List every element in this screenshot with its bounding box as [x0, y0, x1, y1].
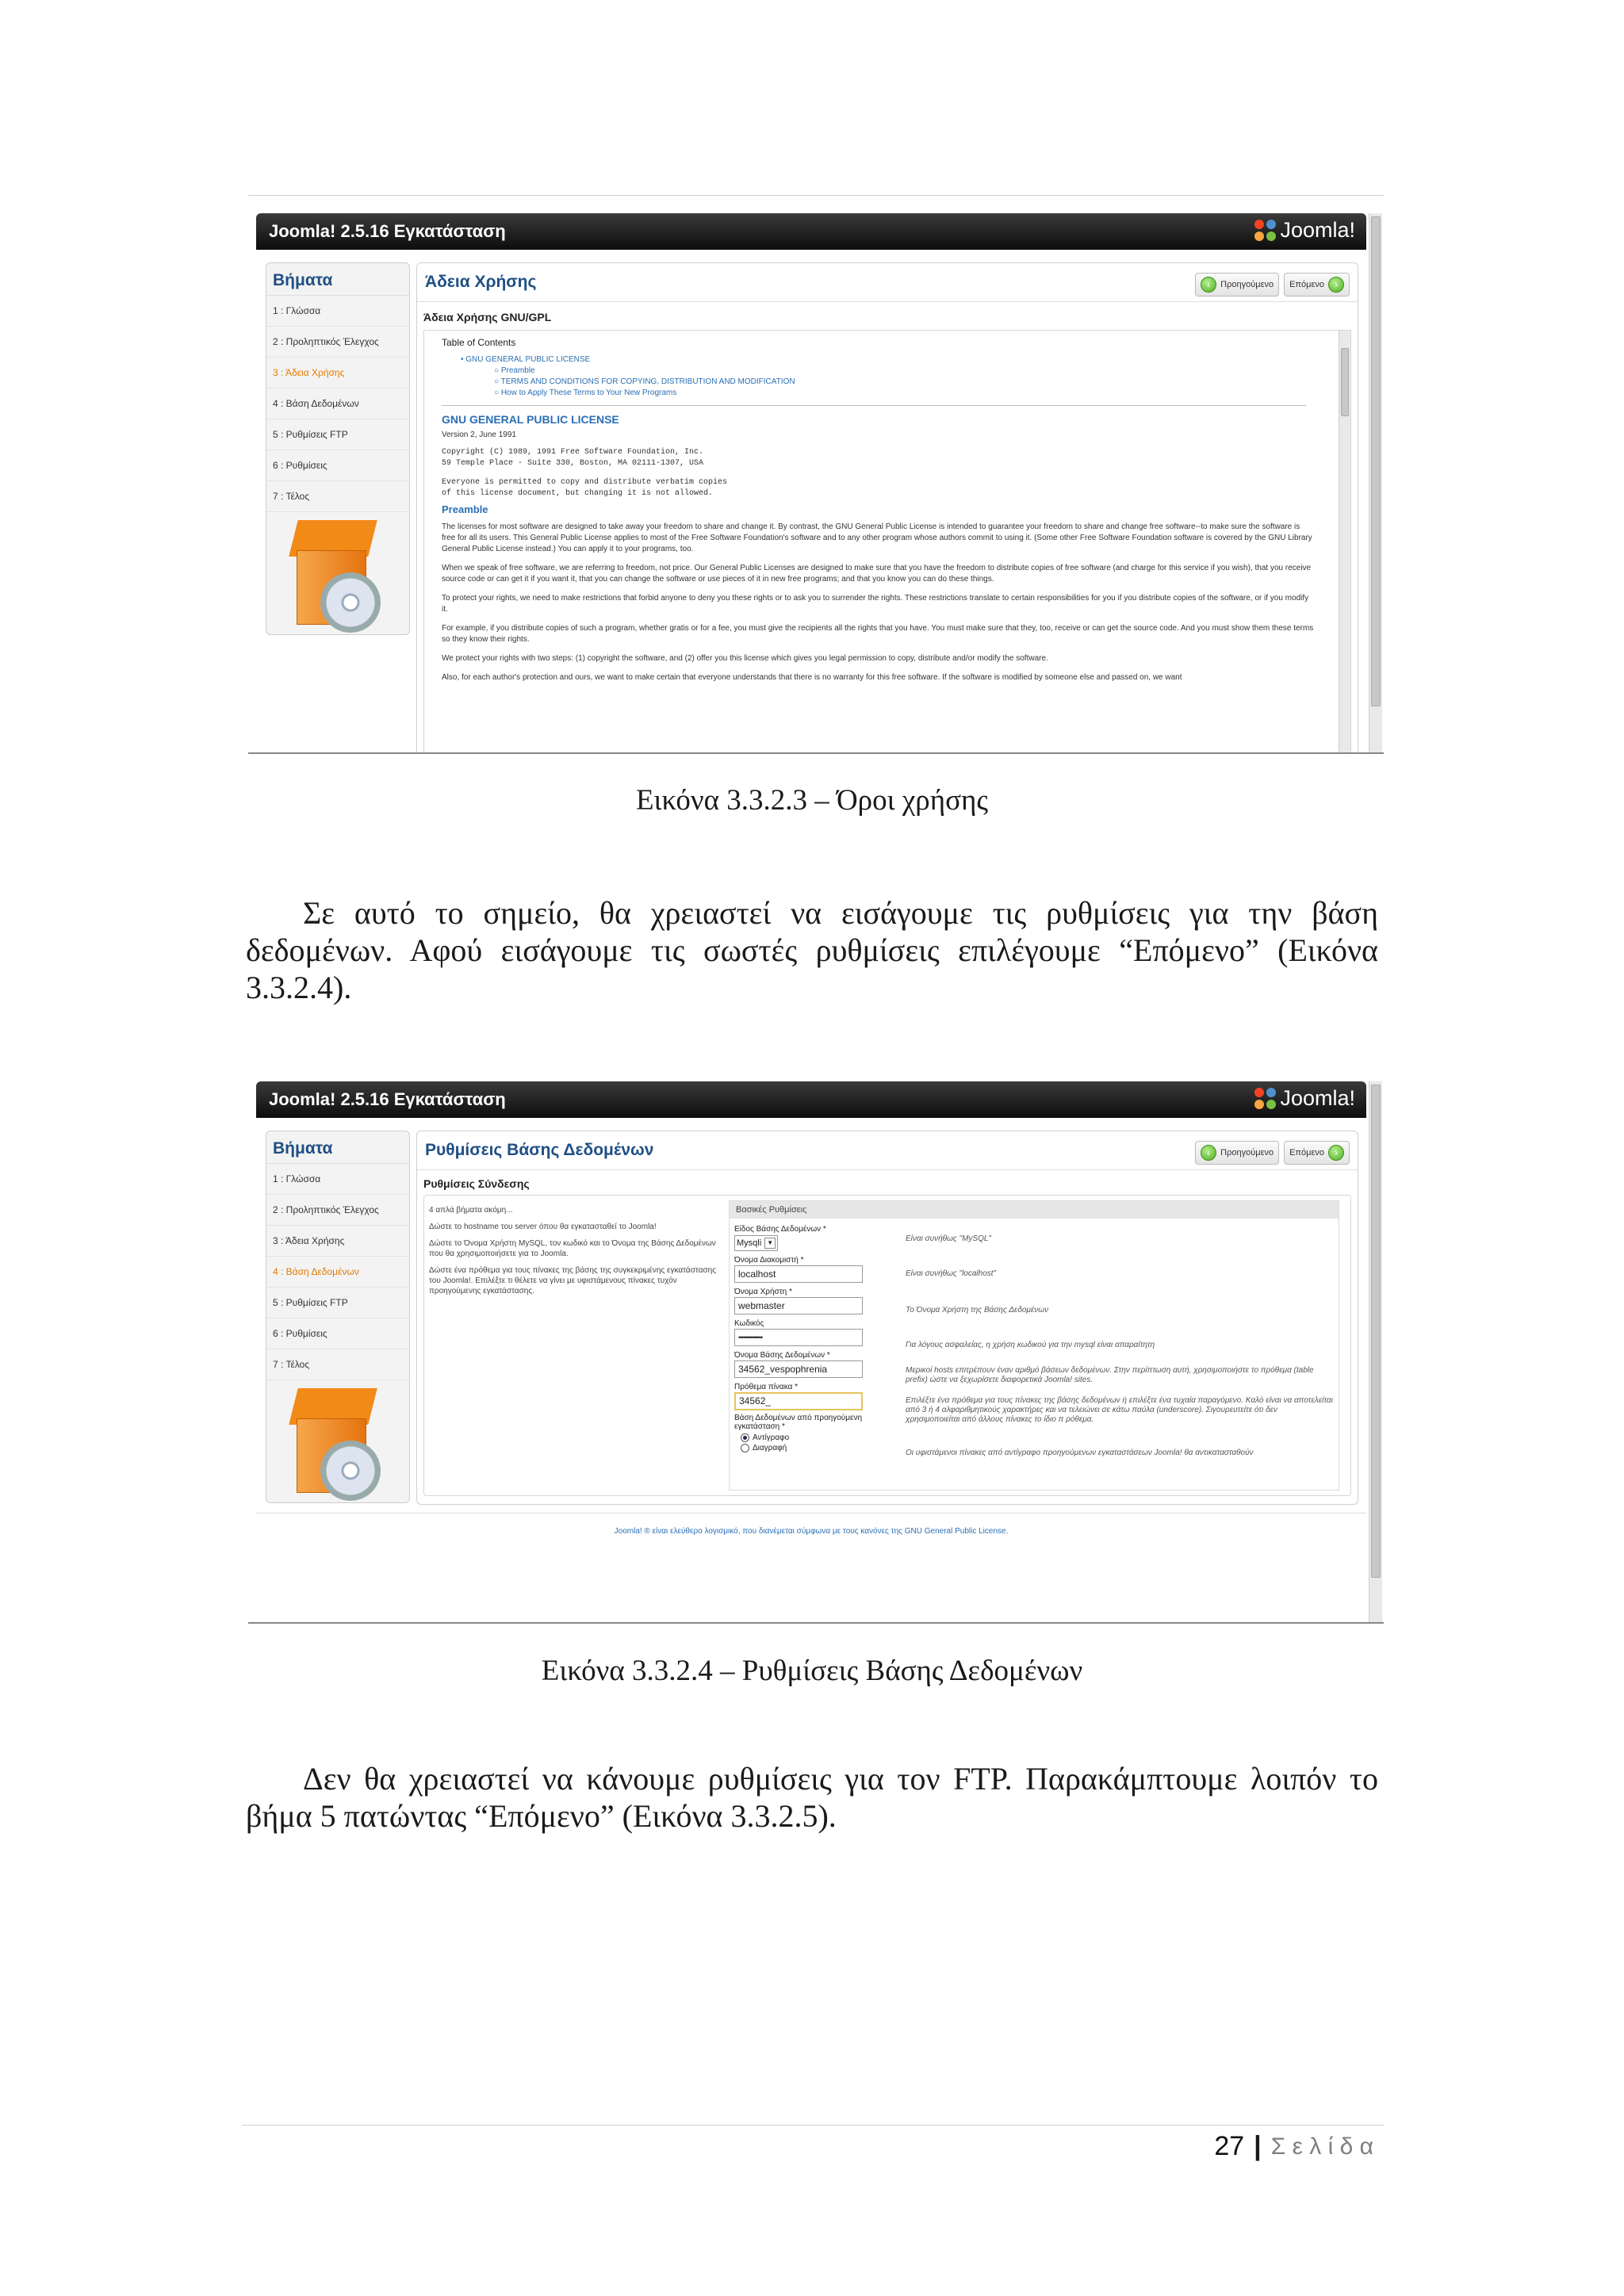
paragraph-2: Δεν θα χρειαστεί να κάνουμε ρυθμίσεις για τον FTP. Παρακάμπτουμε λοιπόν το βήμα 5 πατώντας “Επόμενο” (Εικόνα 3.3.2.5). — [246, 1761, 1378, 1834]
password-input[interactable]: •••••••••••••• — [734, 1329, 863, 1346]
step-1: 1 : Γλώσσα — [266, 1164, 409, 1195]
radio-backup[interactable]: Αντίγραφο — [734, 1433, 909, 1442]
dbname-hint: Μερικοί hosts επιτρέπουν έναν αριθμό βάσεων δεδομένων. Στην περίπτωση αυτή, χρησιμοποιήστε το πρόθεμα (table prefix) ώστε να ξεχωρίσετε διαφορετικά Joomla! sites. — [906, 1366, 1314, 1384]
page-separator: | — [1254, 2131, 1262, 2161]
page-scrollbar[interactable] — [1369, 1081, 1382, 1624]
chevron-down-icon: ▼ — [764, 1238, 776, 1249]
host-label: Όνομα Διακομιστή * — [734, 1256, 804, 1265]
prefix-label: Πρόθεμα πίνακα * — [734, 1383, 799, 1391]
panel-title: Άδεια Χρήσης — [425, 273, 537, 291]
figure-database-screenshot — [248, 1070, 1384, 1624]
basic-settings-box — [729, 1200, 1339, 1490]
step-6: 6 : Ρυθμίσεις — [266, 450, 409, 481]
database-panel — [416, 1131, 1358, 1505]
step-2: 2 : Προληπτικός Έλεγχος — [266, 327, 409, 358]
help-line-3: Δώστε το Όνομα Χρήστη MySQL, τον κωδικό και το Όνομα της Βάσης Δεδομένων που θα χρησιμοποιήσετε για το Joomla. — [429, 1239, 716, 1258]
installer-header — [256, 213, 1366, 250]
prefix-input[interactable]: 34562_ — [734, 1392, 863, 1410]
license-text-area[interactable] — [423, 330, 1351, 754]
dbname-label: Όνομα Βάσης Δεδομένων * — [734, 1351, 830, 1360]
previous-button[interactable]: ‹ Προηγούμενο — [1195, 273, 1279, 297]
dbname-input[interactable]: 34562_vespophrenia — [734, 1360, 863, 1378]
connection-subheading: Ρυθμίσεις Σύνδεσης — [423, 1177, 530, 1190]
everyone-line-2: of this license document, but changing it is not allowed. — [442, 489, 714, 498]
license-paragraph-3: To protect your rights, we need to make restrictions that forbid anyone to deny you these rights or to ask you to surrender the rights. These restrictions translate to certain responsibilities for you if you distribute copies of the software, or if you modify it. — [442, 594, 1309, 614]
page-word: Σ ε λ ί δ α — [1270, 2133, 1373, 2160]
copyright-line-1: Copyright (C) 1989, 1991 Free Software Foundation, Inc. — [442, 448, 704, 457]
joomla-logo: Joomla! — [1254, 218, 1355, 243]
previous-button[interactable]: ‹ Προηγούμενο — [1195, 1141, 1279, 1165]
radio-unchecked-icon — [741, 1444, 749, 1452]
preamble-heading: Preamble — [442, 503, 488, 515]
db-type-select[interactable]: Mysqli ▼ — [734, 1235, 778, 1251]
toc-title: Table of Contents — [442, 337, 516, 348]
help-line-1: 4 απλά βήματα ακόμη... — [429, 1206, 513, 1215]
step-3: 3 : Άδεια Χρήσης — [266, 1226, 409, 1257]
steps-title: Βήματα — [266, 263, 409, 296]
footer-rule — [242, 2125, 1384, 2126]
step-6: 6 : Ρυθμίσεις — [266, 1318, 409, 1349]
panel-title: Ρυθμίσεις Βάσης Δεδομένων — [425, 1141, 654, 1159]
toc-link-preamble[interactable]: ○ Preamble — [494, 366, 535, 375]
step-5: 5 : Ρυθμίσεις FTP — [266, 419, 409, 450]
basic-settings-title: Βασικές Ρυθμίσεις — [730, 1201, 1339, 1219]
caption-figure-1: Εικόνα 3.3.2.3 – Όροι χρήσης — [635, 784, 989, 817]
step-7: 7 : Τέλος — [266, 1349, 409, 1380]
next-button[interactable]: Επόμενο › — [1284, 1141, 1350, 1165]
license-paragraph-1: The licenses for most software are designed to take away your freedom to share and change it. By contrast, the GNU General Public License is intended to guarantee your freedom to share and change free software--to make sure the software is free for all its users. This General Public License applies to most of the Free Software Foundation's software and to any other program whose authors commit to using it. (Some other Free Software Foundation software is covered by the GNU Library General Public License instead.) You can apply it to your programs, too. — [442, 522, 1312, 553]
install-box-icon — [285, 1388, 396, 1499]
radio-delete[interactable]: Διαγραφή — [734, 1444, 909, 1452]
prefix-hint: Επιλέξτε ένα πρόθεμα για τους πίνακες της βάσης δεδομένων ή επιλέξτε ένα τυχαία παραγόμενο. Καλό είναι να αποτελείται από 3 ή 4 αλφαριθμητικούς χαρακτήρες και να τελειώνει σε κάτω παύλα (underscore). Σιγουρευτείτε ότι δεν χρησιμοποιείται από άλλους πίνακες το ίδιο π ρόθεμα. — [906, 1396, 1333, 1424]
help-line-4: Δώστε ένα πρόθεμα για τους πίνακες της βάσης της συγκεκριμένης εγκατάστασης του Joomla!. Επιλέξτε τι θέλετε να γίνει με υφιστάμενους πίνακες τυχόν προηγούμενης εγκατάστασης. — [429, 1266, 717, 1295]
steps-sidebar — [266, 262, 410, 635]
password-label: Κωδικός — [734, 1319, 764, 1328]
host-hint: Είναι συνήθως "localhost" — [906, 1269, 997, 1278]
caption-figure-2: Εικόνα 3.3.2.4 – Ρυθμίσεις Βάσης Δεδομένων — [541, 1655, 1083, 1687]
page-footer — [1214, 2131, 1373, 2162]
help-line-2: Δώστε το hostname του server όπου θα εγκατασταθεί το Joomla! — [429, 1223, 657, 1231]
license-scrollbar[interactable] — [1339, 331, 1350, 754]
joomla-logo-icon — [1254, 1088, 1277, 1110]
old-db-hint: Οι υφιστάμενοι πίνακες από αντίγραφο προηγούμενων εγκαταστάσεων Joomla! θα αντικατασταθούν — [906, 1448, 1254, 1457]
steps-sidebar — [266, 1131, 410, 1503]
license-paragraph-6: Also, for each author's protection and ours, we want to make certain that everyone understands that there is no warranty for this free software. If the software is modified by someone else and passed on, we want — [442, 673, 1182, 682]
installer-title: Joomla! 2.5.16 Εγκατάσταση — [269, 1089, 506, 1109]
everyone-line-1: Everyone is permitted to copy and distribute verbatim copies — [442, 478, 728, 487]
gpl-title: GNU GENERAL PUBLIC LICENSE — [442, 413, 619, 426]
user-input[interactable]: webmaster — [734, 1297, 863, 1314]
license-paragraph-4: For example, if you distribute copies of such a program, whether gratis or for a fee, you must give the recipients all the rights that you have. You must make sure that they, too, receive or can get the source code. And you must show them these terms so they know their rights. — [442, 624, 1314, 644]
radio-checked-icon — [741, 1433, 749, 1442]
password-hint: Για λόγους ασφαλείας, η χρήση κωδικού για την mysql είναι απαραίτητη — [906, 1341, 1155, 1349]
joomla-logo: Joomla! — [1254, 1086, 1355, 1111]
page-scrollbar[interactable] — [1369, 213, 1382, 754]
host-input[interactable]: localhost — [734, 1265, 863, 1283]
arrow-left-icon: ‹ — [1201, 1145, 1216, 1161]
license-paragraph-5: We protect your rights with two steps: (1) copyright the software, and (2) offer you this license which gives you legal permission to copy, distribute and/or modify the software. — [442, 654, 1048, 663]
old-db-label: Βάση Δεδομένων από προηγούμενη εγκατάσταση * — [734, 1414, 863, 1431]
step-4: 4 : Βάση Δεδομένων — [266, 1257, 409, 1288]
installer-header — [256, 1081, 1366, 1118]
step-3: 3 : Άδεια Χρήσης — [266, 358, 409, 388]
license-paragraph-2: When we speak of free software, we are referring to freedom, not price. Our General Public Licenses are designed to make sure that you have the freedom to distribute copies of free software (and charge for this service if you wish), that you receive source code or can get it if you want it, that you can change the software or use pieces of it in new free programs; and that you know you can do these things. — [442, 564, 1312, 584]
next-button[interactable]: Επόμενο › — [1284, 273, 1350, 297]
db-type-label: Είδος Βάσης Δεδομένων * — [734, 1225, 826, 1234]
arrow-right-icon: › — [1328, 277, 1344, 293]
step-2: 2 : Προληπτικός Έλεγχος — [266, 1195, 409, 1226]
user-hint: Το Όνομα Χρήστη της Βάσης Δεδομένων — [906, 1306, 1049, 1314]
step-4: 4 : Βάση Δεδομένων — [266, 388, 409, 419]
page-number: 27 — [1214, 2131, 1245, 2161]
figure-license-screenshot — [248, 195, 1384, 754]
installer-footer: Joomla! ® είναι ελεύθερο λογισμικό, που διανέμεται σύμφωνα με τους κανόνες της GNU General Public License. — [256, 1513, 1366, 1550]
paragraph-1: Σε αυτό το σημείο, θα χρειαστεί να εισάγουμε τις ρυθμίσεις για την βάση δεδομένων. Αφού εισάγουμε τις σωστές ρυθμίσεις επιλέγουμε “Επόμενο” (Εικόνα 3.3.2.4). — [246, 895, 1378, 1005]
user-label: Όνομα Χρήστη * — [734, 1288, 792, 1296]
step-5: 5 : Ρυθμίσεις FTP — [266, 1288, 409, 1318]
installer-title: Joomla! 2.5.16 Εγκατάσταση — [269, 221, 506, 241]
gpl-version: Version 2, June 1991 — [442, 430, 516, 439]
step-1: 1 : Γλώσσα — [266, 296, 409, 327]
connection-inner — [423, 1195, 1351, 1496]
arrow-left-icon: ‹ — [1201, 277, 1216, 293]
install-box-icon — [285, 520, 396, 631]
step-7: 7 : Τέλος — [266, 481, 409, 512]
db-type-hint: Είναι συνήθως "MySQL" — [906, 1234, 991, 1243]
toc-link-gpl[interactable]: • GNU GENERAL PUBLIC LICENSE — [461, 355, 591, 364]
copyright-line-2: 59 Temple Place - Suite 330, Boston, MA 02111-1307, USA — [442, 459, 704, 468]
joomla-logo-icon — [1254, 220, 1277, 242]
steps-title: Βήματα — [266, 1131, 409, 1164]
toc-link-howto[interactable]: ○ How to Apply These Terms to Your New Programs — [494, 388, 677, 397]
toc-link-terms[interactable]: ○ TERMS AND CONDITIONS FOR COPYING, DISTRIBUTION AND MODIFICATION — [494, 377, 795, 386]
license-subheading: Άδεια Χρήσης GNU/GPL — [423, 311, 552, 323]
license-panel — [416, 262, 1358, 754]
arrow-right-icon: › — [1328, 1145, 1344, 1161]
